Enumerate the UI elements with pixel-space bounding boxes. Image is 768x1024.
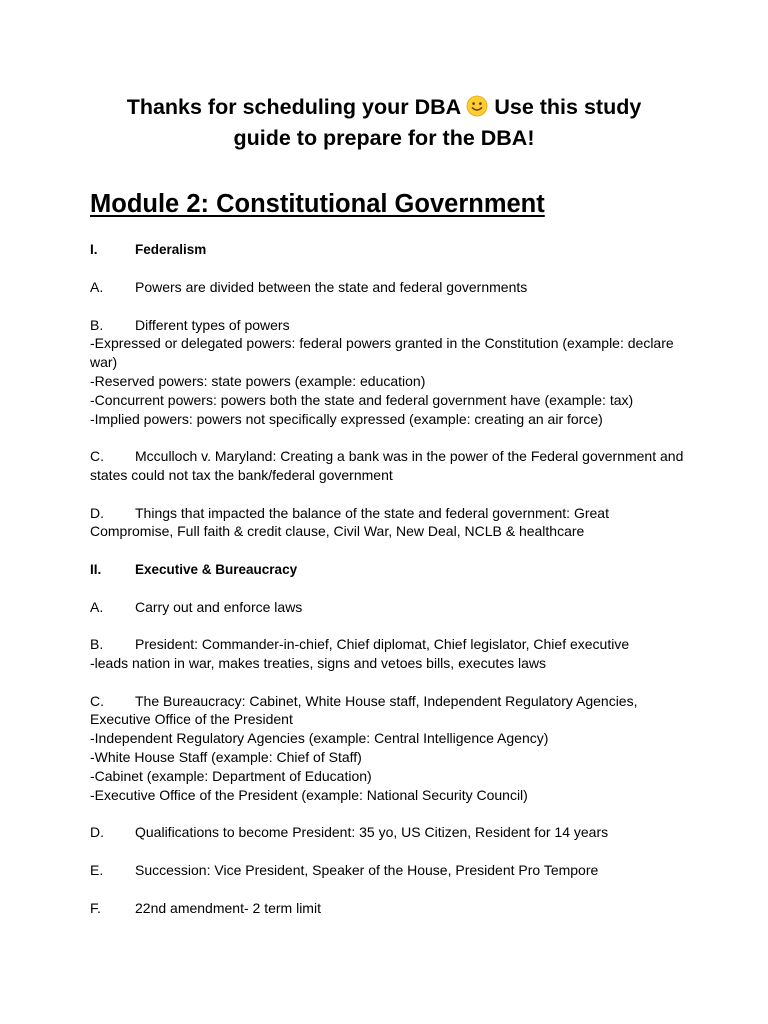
- item-detail-line: Executive Office of the President: [90, 711, 293, 727]
- item-detail-line: -Independent Regulatory Agencies (example: Central Intelligence Agency): [90, 730, 549, 746]
- item-detail-line: -Concurrent powers: powers both the state and federal government have (example: tax): [90, 392, 634, 408]
- item-detail-line: -leads nation in war, makes treaties, signs and vetoes bills, executes laws: [90, 655, 547, 671]
- item-text: Things that impacted the balance of the state and federal government: Great: [135, 505, 609, 521]
- title-text-end: Use this study: [494, 95, 642, 119]
- section-heading-federalism: [90, 240, 206, 259]
- item-detail-line: -Expressed or delegated powers: federal powers granted in the Constitution (example: declare: [90, 335, 674, 351]
- item-detail-line: war): [90, 354, 118, 370]
- item-text: President: Commander-in-chief, Chief diplomat, Chief legislator, Chief executive: [135, 636, 630, 652]
- item-marker: B.: [90, 317, 104, 333]
- list-item: [90, 899, 321, 918]
- section-heading-executive: [90, 560, 297, 579]
- slightly-smiling-face-icon: [466, 95, 488, 117]
- item-text: Powers are divided between the state and federal governments: [135, 279, 528, 295]
- item-marker: C.: [90, 693, 104, 709]
- title-line-2: guide to prepare for the DBA!: [233, 126, 535, 150]
- section-marker: II.: [90, 562, 102, 577]
- item-marker: E.: [90, 862, 104, 878]
- item-detail-line: -Implied powers: powers not specifically expressed (example: creating an air force): [90, 411, 603, 427]
- item-text: Qualifications to become President: 35 yo, US Citizen, Resident for 14 years: [135, 824, 609, 840]
- module-heading: Module 2: Constitutional Government: [90, 190, 545, 218]
- list-item: [90, 278, 527, 297]
- item-marker: C.: [90, 448, 104, 464]
- section-title: Executive & Bureaucracy: [135, 562, 298, 577]
- list-item: [90, 861, 598, 880]
- item-detail-line: states could not tax the bank/federal government: [90, 467, 393, 483]
- title-text-start: Thanks for scheduling your DBA: [126, 95, 461, 119]
- item-marker: B.: [90, 636, 104, 652]
- item-marker: A.: [90, 279, 104, 295]
- item-text: Different types of powers: [135, 317, 290, 333]
- item-marker: A.: [90, 599, 104, 615]
- page-title: [90, 92, 678, 154]
- item-text: Mcculloch v. Maryland: Creating a bank was in the power of the Federal government and: [135, 448, 684, 464]
- item-marker: F.: [90, 900, 101, 916]
- item-marker: D.: [90, 505, 104, 521]
- list-item: [90, 316, 290, 335]
- section-marker: I.: [90, 242, 98, 257]
- item-text: The Bureaucracy: Cabinet, White House staff, Independent Regulatory Agencies,: [135, 693, 638, 709]
- list-item: [90, 504, 609, 523]
- list-item: [90, 823, 608, 842]
- item-detail-line: -Executive Office of the President (example: National Security Council): [90, 787, 528, 803]
- list-item: [90, 692, 637, 711]
- list-item: [90, 598, 302, 617]
- item-detail-line: Compromise, Full faith & credit clause, Civil War, New Deal, NCLB & healthcare: [90, 523, 585, 539]
- list-item: [90, 635, 629, 654]
- list-item: [90, 447, 683, 466]
- item-text: Succession: Vice President, Speaker of the House, President Pro Tempore: [135, 862, 599, 878]
- item-detail-line: -Reserved powers: state powers (example: education): [90, 373, 426, 389]
- item-detail-line: -White House Staff (example: Chief of Staff): [90, 749, 362, 765]
- title-line-1: [90, 92, 678, 123]
- item-text: Carry out and enforce laws: [135, 599, 303, 615]
- section-title: Federalism: [135, 242, 207, 257]
- item-detail-line: -Cabinet (example: Department of Education): [90, 768, 372, 784]
- item-text: 22nd amendment- 2 term limit: [135, 900, 321, 916]
- item-marker: D.: [90, 824, 104, 840]
